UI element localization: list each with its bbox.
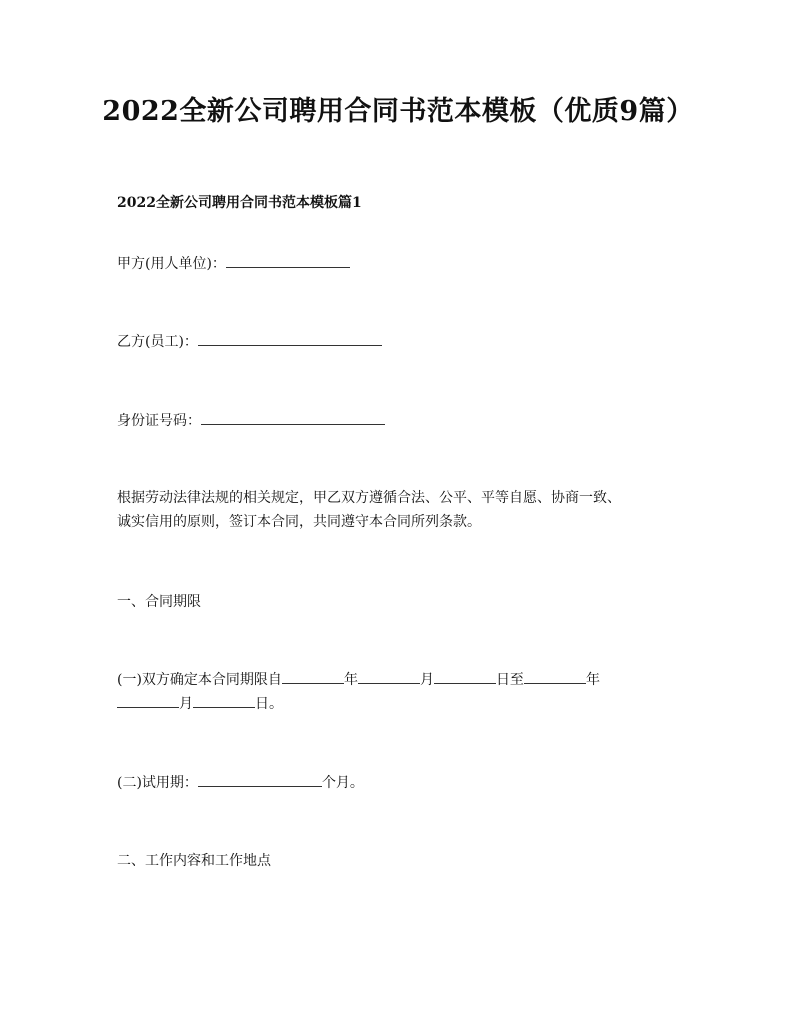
intro-paragraph bbox=[117, 486, 682, 534]
term-prefix: (一)双方确定本合同期限自 bbox=[117, 672, 282, 688]
term-start-day-blank bbox=[434, 669, 496, 684]
party-a-blank bbox=[226, 253, 350, 268]
party-a-line bbox=[117, 252, 350, 276]
term-year-label: 年 bbox=[343, 672, 358, 688]
term-end-year-blank bbox=[524, 669, 586, 684]
probation-line bbox=[117, 771, 364, 795]
term-start-year-blank bbox=[282, 669, 344, 684]
heading-one: 一、合同期限 bbox=[117, 594, 201, 610]
intro-line-2: 诚实信用的原则，签订本合同，共同遵守本合同所列条款。 bbox=[117, 514, 481, 530]
id-number-line bbox=[117, 409, 385, 433]
probation-prefix: (二)试用期： bbox=[117, 775, 198, 791]
term-line-2 bbox=[117, 692, 682, 716]
term-month-label: 月 bbox=[419, 672, 434, 688]
id-number-label: 身份证号码： bbox=[117, 413, 201, 429]
term-day-end-label: 日。 bbox=[255, 696, 283, 712]
document-title: 2022全新公司聘用合同书范本模板（优质9篇） bbox=[102, 96, 694, 127]
intro-line-1: 根据劳动法律法规的相关规定，甲乙双方遵循合法、公平、平等自愿、协商一致、 bbox=[117, 490, 621, 506]
term-year2-label: 年 bbox=[585, 672, 600, 688]
id-number-blank bbox=[201, 410, 385, 425]
party-a-label: 甲方(用人单位)： bbox=[117, 256, 226, 272]
heading-two: 二、工作内容和工作地点 bbox=[117, 853, 271, 869]
term-end-day-blank bbox=[193, 693, 255, 708]
section-title: 2022全新公司聘用合同书范本模板篇1 bbox=[117, 195, 362, 211]
term-line-1 bbox=[117, 668, 682, 692]
term-start-month-blank bbox=[358, 669, 420, 684]
probation-suffix: 个月。 bbox=[321, 775, 364, 791]
term-end-month-blank bbox=[117, 693, 179, 708]
term-day-to-label: 日至 bbox=[495, 672, 524, 688]
probation-blank bbox=[198, 772, 322, 787]
party-b-line bbox=[117, 330, 382, 354]
term-month2-label: 月 bbox=[179, 696, 193, 712]
party-b-label: 乙方(员工)： bbox=[117, 334, 198, 350]
party-b-blank bbox=[198, 331, 382, 346]
term-paragraph bbox=[117, 668, 682, 716]
